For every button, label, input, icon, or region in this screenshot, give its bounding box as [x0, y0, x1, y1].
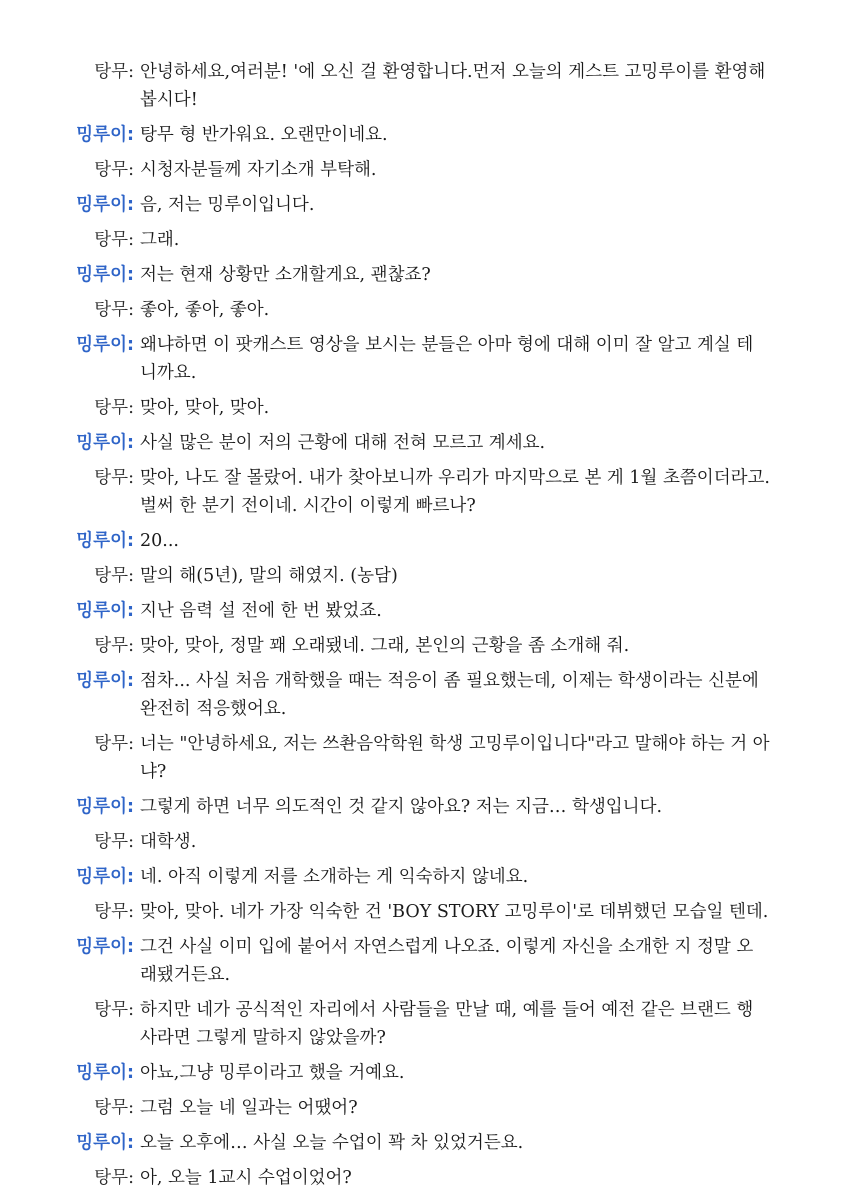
- speaker-label: 밍루이:: [76, 1063, 134, 1083]
- dialogue-text: 하지만 네가 공식적인 자리에서 사람들을 만날 때, 예를 들어 예전 같은 브랜드 행사라면 그렇게 말하지 않았을까?: [140, 1000, 754, 1048]
- dialogue-text: 오늘 오후에… 사실 오늘 수업이 꽉 차 있었거든요.: [140, 1133, 524, 1153]
- dialogue-text: 사실 많은 분이 저의 근황에 대해 전혀 모르고 계세요.: [140, 433, 546, 453]
- speaker-label: 탕무:: [94, 468, 134, 488]
- dialogue-line: [0, 1094, 845, 1122]
- speaker-label: 탕무:: [94, 398, 134, 418]
- dialogue-text: 좋아, 좋아, 좋아.: [140, 300, 270, 320]
- dialogue-line: [0, 562, 845, 590]
- speaker-label: 밍루이:: [76, 1133, 134, 1153]
- speaker-label: 밍루이:: [76, 671, 134, 691]
- dialogue-text: 안녕하세요,여러분! '에 오신 걸 환영합니다.먼저 오늘의 게스트 고밍루이를 환영해 봅시다!: [140, 62, 766, 110]
- speaker-label: 탕무:: [94, 160, 134, 180]
- dialogue-text: 대학생.: [140, 832, 197, 852]
- dialogue-line: [0, 429, 845, 457]
- dialogue-line: [0, 394, 845, 422]
- dialogue-text: 맞아, 나도 잘 몰랐어. 내가 찾아보니까 우리가 마지막으로 본 게 1월 초쯤이더라고. 벌써 한 분기 전이네. 시간이 이렇게 빠르나?: [140, 468, 770, 516]
- dialogue-line: [0, 261, 845, 289]
- dialogue-line: [0, 667, 845, 723]
- dialogue-line: [0, 464, 845, 520]
- transcript: [0, 58, 845, 1199]
- dialogue-line: [0, 863, 845, 891]
- dialogue-line: [0, 793, 845, 821]
- dialogue-line: [0, 1129, 845, 1157]
- dialogue-line: [0, 828, 845, 856]
- dialogue-line: [0, 296, 845, 324]
- speaker-label: 탕무:: [94, 230, 134, 250]
- dialogue-text: 시청자분들께 자기소개 부탁해.: [140, 160, 377, 180]
- speaker-label: 탕무:: [94, 636, 134, 656]
- dialogue-text: 지난 음력 설 전에 한 번 봤었죠.: [140, 601, 382, 621]
- speaker-label: 밍루이:: [76, 195, 134, 215]
- dialogue-text: 그렇게 하면 너무 의도적인 것 같지 않아요? 저는 지금… 학생입니다.: [140, 797, 663, 817]
- dialogue-line: [0, 191, 845, 219]
- speaker-label: 탕무:: [94, 1168, 134, 1188]
- dialogue-line: [0, 121, 845, 149]
- speaker-label: 밍루이:: [76, 433, 134, 453]
- speaker-label: 밍루이:: [76, 531, 134, 551]
- dialogue-line: [0, 156, 845, 184]
- dialogue-line: [0, 226, 845, 254]
- dialogue-text: 저는 현재 상황만 소개할게요, 괜찮죠?: [140, 265, 431, 285]
- speaker-label: 밍루이:: [76, 335, 134, 355]
- speaker-label: 탕무:: [94, 1000, 134, 1020]
- dialogue-line: [0, 898, 845, 926]
- dialogue-line: [0, 996, 845, 1052]
- dialogue-line: [0, 331, 845, 387]
- dialogue-line: [0, 58, 845, 114]
- speaker-label: 밍루이:: [76, 125, 134, 145]
- speaker-label: 밍루이:: [76, 867, 134, 887]
- dialogue-line: [0, 1059, 845, 1087]
- dialogue-text: 맞아, 맞아, 맞아.: [140, 398, 270, 418]
- speaker-label: 탕무:: [94, 734, 134, 754]
- speaker-label: 밍루이:: [76, 797, 134, 817]
- dialogue-text: 말의 해(5년), 말의 해였지. (농담): [140, 566, 398, 586]
- dialogue-text: 너는 "안녕하세요, 저는 쓰촨음악학원 학생 고밍루이입니다"라고 말해야 하는 거 아냐?: [140, 734, 770, 782]
- speaker-label: 탕무:: [94, 300, 134, 320]
- dialogue-text: 왜냐하면 이 팟캐스트 영상을 보시는 분들은 아마 형에 대해 이미 잘 알고 계실 테니까요.: [140, 335, 754, 383]
- speaker-label: 탕무:: [94, 902, 134, 922]
- dialogue-text: 탕무 형 반가워요. 오랜만이네요.: [140, 125, 388, 145]
- speaker-label: 밍루이:: [76, 265, 134, 285]
- dialogue-text: 아, 오늘 1교시 수업이었어?: [140, 1168, 352, 1188]
- speaker-label: 탕무:: [94, 1098, 134, 1118]
- dialogue-line: [0, 632, 845, 660]
- dialogue-text: 맞아, 맞아, 정말 꽤 오래됐네. 그래, 본인의 근황을 좀 소개해 줘.: [140, 636, 630, 656]
- speaker-label: 탕무:: [94, 62, 134, 82]
- dialogue-text: 그래.: [140, 230, 180, 250]
- speaker-label: 밍루이:: [76, 601, 134, 621]
- speaker-label: 탕무:: [94, 832, 134, 852]
- dialogue-line: [0, 730, 845, 786]
- dialogue-line: [0, 527, 845, 555]
- dialogue-text: 맞아, 맞아. 네가 가장 익숙한 건 'BOY STORY 고밍루이'로 데뷔했던 모습일 텐데.: [140, 902, 769, 922]
- dialogue-text: 20...: [140, 531, 179, 551]
- dialogue-text: 점차... 사실 처음 개학했을 때는 적응이 좀 필요했는데, 이제는 학생이라는 신분에 완전히 적응했어요.: [140, 671, 759, 719]
- dialogue-text: 그럼 오늘 네 일과는 어땠어?: [140, 1098, 358, 1118]
- speaker-label: 탕무:: [94, 566, 134, 586]
- dialogue-line: [0, 597, 845, 625]
- dialogue-line: [0, 933, 845, 989]
- dialogue-text: 그건 사실 이미 입에 붙어서 자연스럽게 나오죠. 이렇게 자신을 소개한 지 정말 오래됐거든요.: [140, 937, 754, 985]
- dialogue-text: 아뇨,그냥 밍루이라고 했을 거예요.: [140, 1063, 405, 1083]
- dialogue-text: 음, 저는 밍루이입니다.: [140, 195, 315, 215]
- dialogue-text: 네. 아직 이렇게 저를 소개하는 게 익숙하지 않네요.: [140, 867, 529, 887]
- dialogue-line: [0, 1164, 845, 1192]
- speaker-label: 밍루이:: [76, 937, 134, 957]
